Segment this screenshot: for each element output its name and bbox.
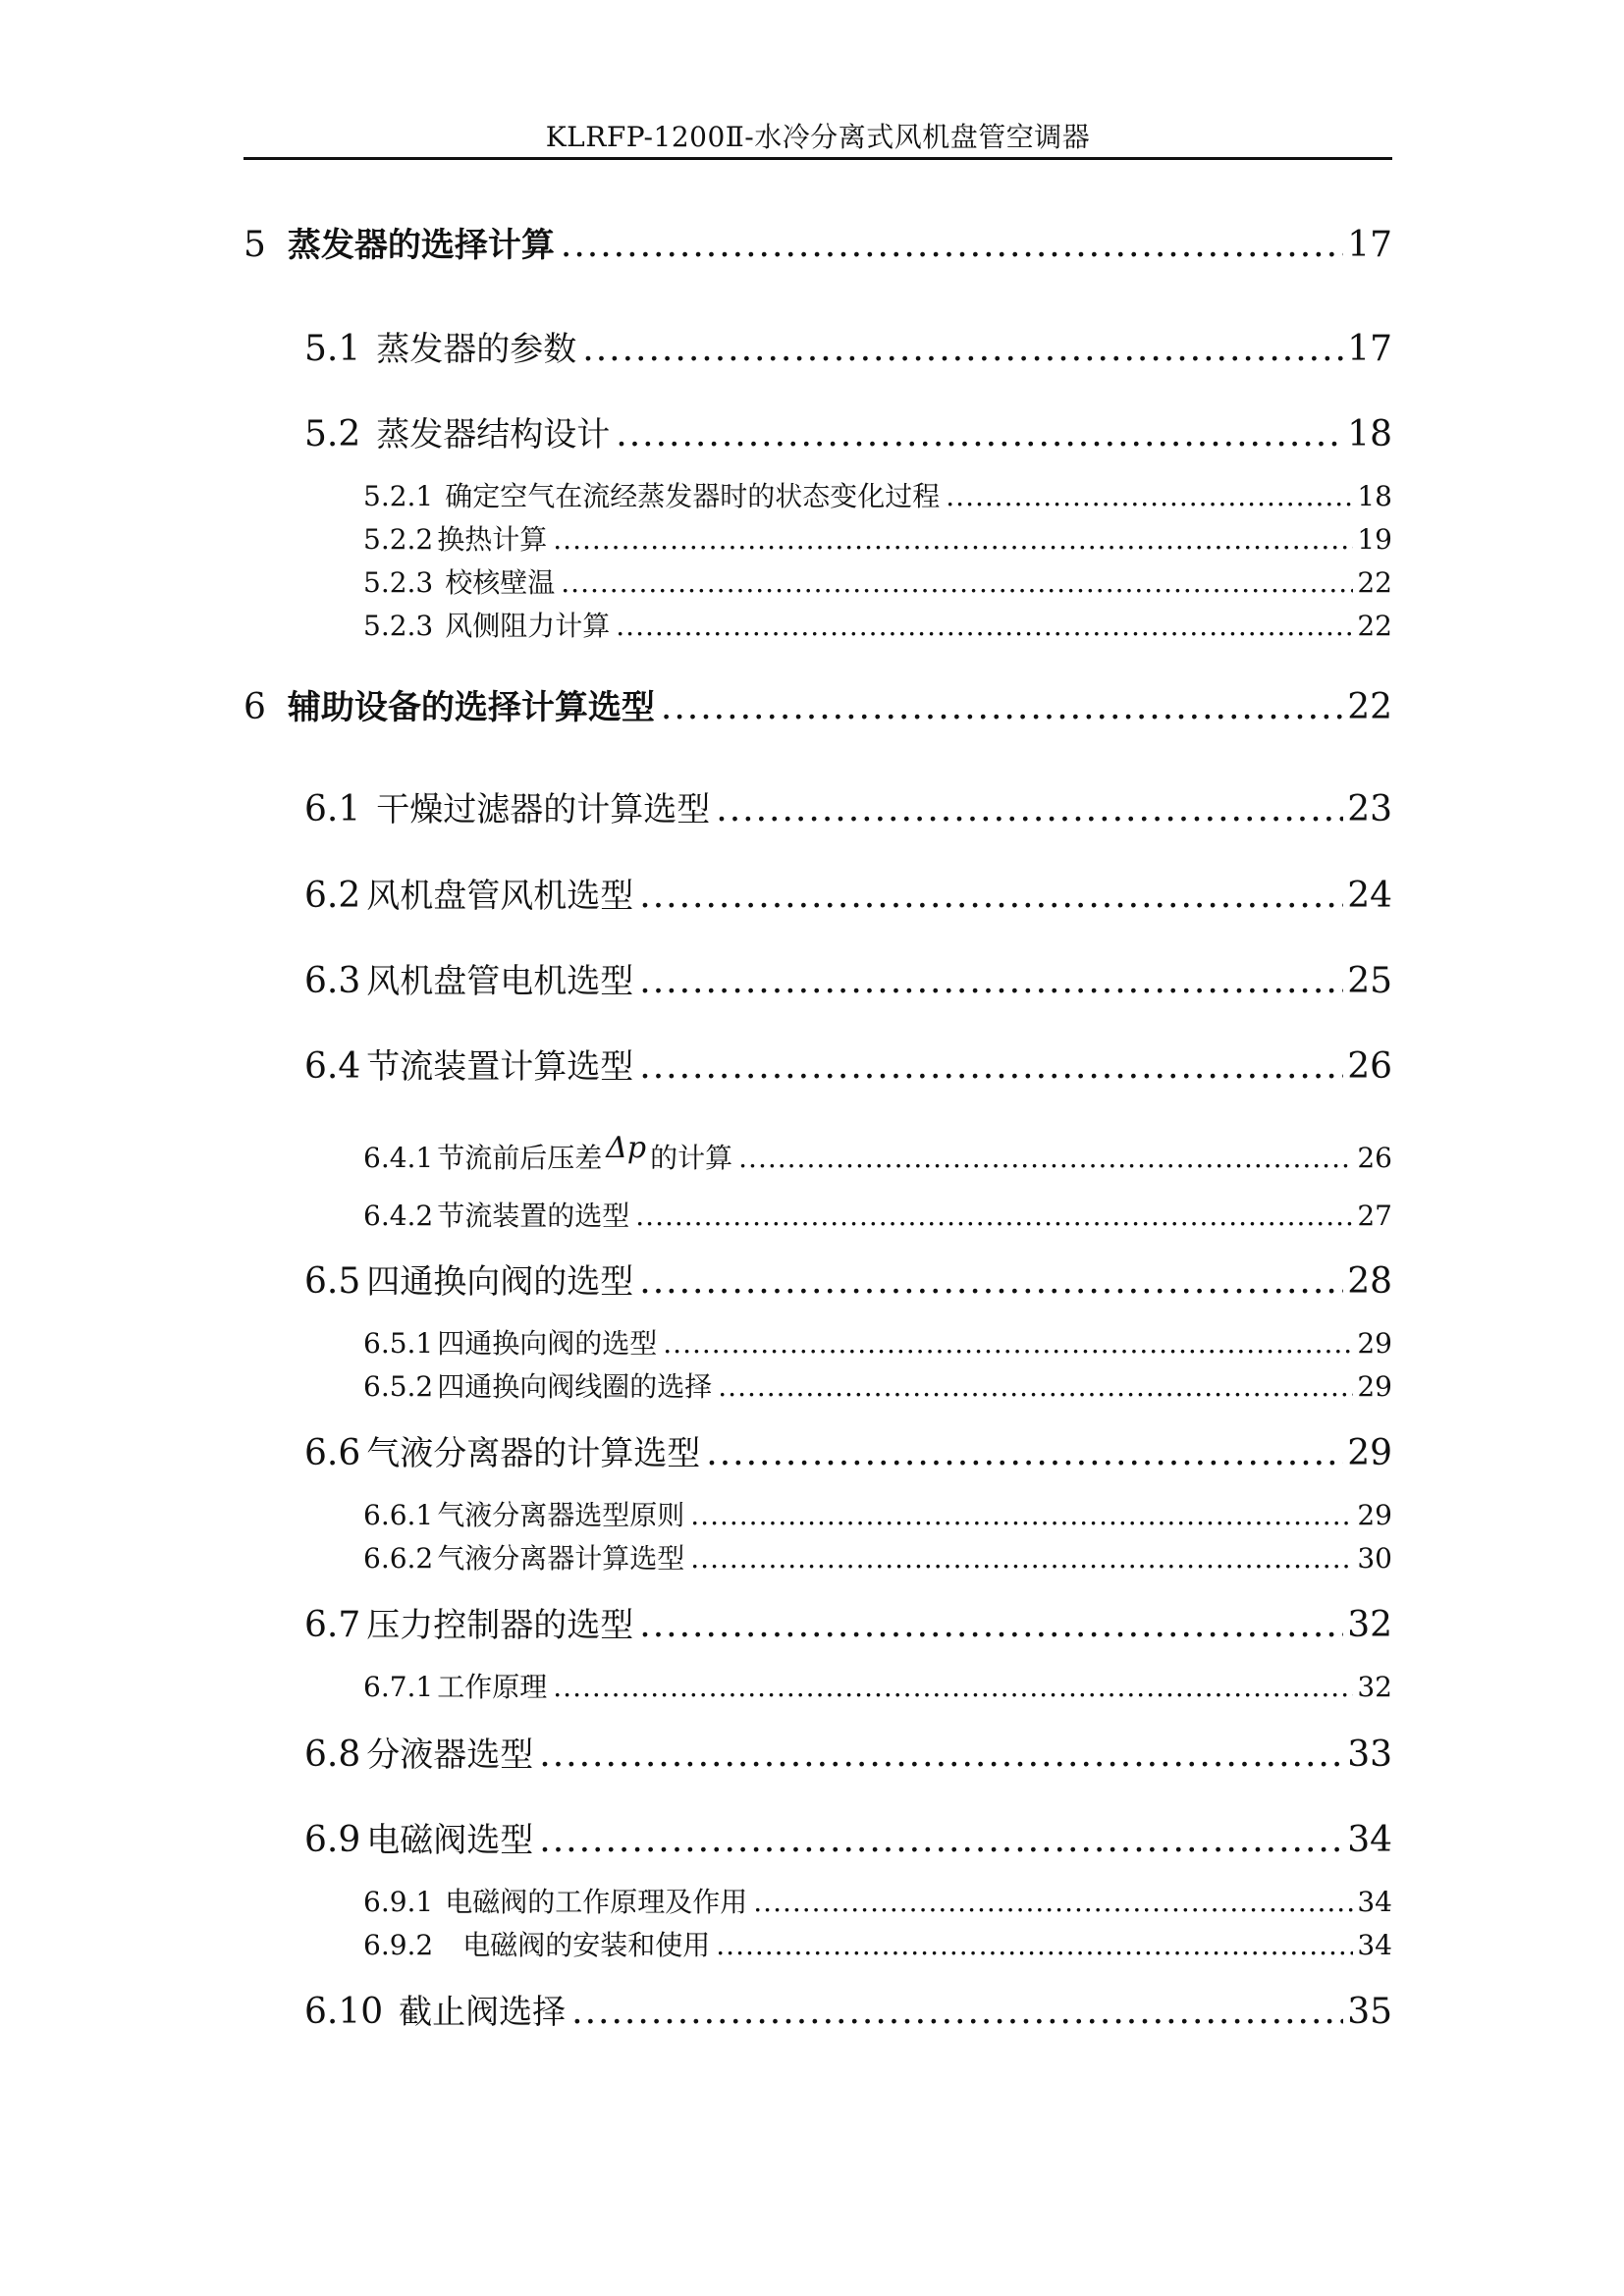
dot-leader [639,1605,1343,1645]
header-rule [244,157,1392,160]
toc-entry-number: 6.7.1 [363,1671,434,1703]
toc-entry-number: 6.8 [304,1735,361,1775]
toc-entry-title: 截止阀选择 [399,1993,567,2032]
toc-entry-page: 24 [1347,876,1392,916]
toc-entry-6-5-1[interactable] [363,1322,1392,1362]
toc-entry-title: 气液分离器的计算选型 [366,1434,701,1473]
toc-entry-number: 5 [244,225,266,265]
dot-leader [539,1735,1343,1775]
toc-entry-number: 5.2.3 [363,610,434,642]
toc-entry-6-8[interactable] [304,1728,1392,1776]
dot-leader [539,1820,1343,1860]
toc-entry-page: 35 [1347,1992,1392,2032]
toc-entry-title: 电磁阀的工作原理及作用 [445,1886,748,1918]
toc-entry-page: 17 [1347,225,1392,265]
toc-entry-title: 换热计算 [437,523,548,556]
toc-entry-page: 17 [1347,329,1392,369]
toc-entry-page: 28 [1347,1261,1392,1302]
toc-entry-6-9-2[interactable] [363,1924,1392,1963]
toc-entry-page: 26 [1357,1142,1392,1174]
dot-leader [690,1499,1353,1531]
toc-entry-5-2[interactable] [304,407,1392,455]
dot-leader [738,1142,1353,1174]
toc-entry-number: 6.9.1 [363,1886,434,1918]
toc-entry-6-1[interactable] [304,782,1392,830]
toc-entry-title: 四通换向阀的选型 [366,1262,634,1302]
toc-entry-6-4-1[interactable] [363,1131,1392,1176]
toc-entry-title: 校核壁温 [445,566,556,599]
toc-entry-title: 风侧阻力计算 [445,610,611,642]
toc-entry-page: 18 [1347,414,1392,454]
dot-leader [690,1542,1353,1575]
toc-entry-6-6-2[interactable] [363,1537,1392,1576]
dot-leader [561,225,1343,265]
toc-entry-title: 气液分离器选型原则 [437,1499,685,1531]
dot-leader [718,1370,1353,1403]
toc-entry-page: 33 [1347,1735,1392,1775]
toc-entry-number: 5.2.3 [363,566,434,599]
toc-entry-title: 电磁阀的安装和使用 [462,1929,711,1961]
toc-entry-6-9[interactable] [304,1813,1392,1861]
toc-entry-title: 风机盘管电机选型 [366,962,634,1001]
toc-entry-number: 6.9.2 [363,1929,434,1961]
toc-entry-6-2[interactable] [304,869,1392,917]
toc-entry-page: 22 [1347,687,1392,727]
toc-entry-number: 5.2.2 [363,523,434,556]
toc-entry-page: 29 [1357,1370,1392,1403]
toc-entry-6-4-2[interactable] [363,1195,1392,1234]
toc-entry-6-10[interactable] [304,1985,1392,2033]
toc-entry-number: 6.4.2 [363,1200,434,1232]
toc-entry-chapter-6[interactable] [244,680,1392,728]
toc-entry-number: 6.6 [304,1433,361,1473]
toc-entry-number: 5.1 [304,329,361,369]
toc-entry-chapter-5[interactable] [244,218,1392,266]
dot-leader [616,610,1353,642]
toc-entry-6-5-2[interactable] [363,1365,1392,1405]
toc-entry-number: 6.10 [304,1992,384,2032]
toc-entry-6-6-1[interactable] [363,1494,1392,1533]
toc-entry-number: 6 [244,687,266,727]
toc-entry-6-7[interactable] [304,1598,1392,1646]
toc-entry-6-6[interactable] [304,1426,1392,1474]
toc-entry-number: 6.5.1 [363,1327,434,1360]
dot-leader [635,1200,1353,1232]
toc-entry-title: 四通换向阀的选型 [437,1327,658,1360]
toc-entry-page: 19 [1357,523,1392,556]
dot-leader [571,1992,1343,2032]
toc-entry-5-1[interactable] [304,322,1392,370]
toc-entry-title: 压力控制器的选型 [366,1606,634,1645]
toc-entry-page: 30 [1357,1542,1392,1575]
dot-leader [639,876,1343,916]
toc-entry-number: 6.5 [304,1261,361,1302]
toc-entry-number: 6.3 [304,961,361,1001]
dot-leader [582,329,1343,369]
toc-entry-number: 5.2 [304,414,361,454]
toc-entry-6-7-1[interactable] [363,1666,1392,1705]
toc-entry-title: 分液器选型 [366,1735,534,1775]
toc-entry-title: 四通换向阀线圈的选择 [437,1370,713,1403]
toc-entry-6-5[interactable] [304,1255,1392,1303]
toc-entry-title: 干燥过滤器的计算选型 [376,790,711,829]
toc-entry-page: 22 [1357,566,1392,599]
toc-entry-number: 6.4.1 [363,1142,434,1174]
toc-entry-title: 节流装置计算选型 [366,1047,634,1087]
toc-entry-page: 34 [1357,1886,1392,1918]
toc-entry-5-2-2[interactable] [363,518,1392,558]
toc-entry-number: 6.6.1 [363,1499,434,1531]
toc-entry-page: 26 [1347,1046,1392,1087]
toc-entry-number: 6.7 [304,1605,361,1645]
toc-entry-title: 确定空气在流经蒸发器时的状态变化过程 [445,480,941,512]
toc-entry-page: 29 [1357,1499,1392,1531]
dot-leader [639,1046,1343,1087]
dot-leader [553,1671,1353,1703]
dot-leader [716,789,1343,829]
toc-entry-title: 蒸发器的参数 [376,330,577,369]
dot-leader [663,1327,1353,1360]
running-header: KLRFP-1200Ⅱ-水冷分离式风机盘管空调器 [545,121,1091,153]
toc-entry-title: 工作原理 [437,1671,548,1703]
toc-entry-6-4[interactable] [304,1040,1392,1088]
toc-entry-title: 节流装置的选型 [437,1200,630,1232]
dot-leader [616,414,1343,454]
toc-entry-number: 5.2.1 [363,480,434,512]
toc-entry-title: 电磁阀选型 [366,1821,534,1860]
toc-entry-title: 蒸发器结构设计 [376,415,611,454]
toc-entry-5-2-3-air-resistance[interactable] [363,605,1392,644]
toc-entry-page: 29 [1347,1433,1392,1473]
dot-leader [946,480,1353,512]
dot-leader [639,961,1343,1001]
toc-entry-title [437,1131,733,1176]
toc-entry-page: 32 [1347,1605,1392,1645]
dot-leader [561,566,1353,599]
dot-leader [716,1929,1353,1961]
toc-entry-page: 23 [1347,789,1392,829]
toc-entry-5-2-3-wall-temp[interactable] [363,561,1392,601]
toc-entry-5-2-1[interactable] [363,475,1392,514]
toc-entry-page: 32 [1357,1671,1392,1703]
dot-leader [661,687,1343,727]
toc-entry-number: 6.5.2 [363,1370,434,1403]
toc-entry-title: 风机盘管风机选型 [366,877,634,916]
dot-leader [553,523,1353,556]
dot-leader [753,1886,1353,1918]
toc-entry-number: 6.6.2 [363,1542,434,1575]
toc-entry-number: 6.1 [304,789,361,829]
toc-entry-6-3[interactable] [304,954,1392,1002]
toc-entry-title-part-b: 的计算 [650,1142,733,1174]
toc-entry-page: 29 [1357,1327,1392,1360]
dot-leader [639,1261,1343,1302]
toc-entry-page: 25 [1347,961,1392,1001]
toc-entry-6-9-1[interactable] [363,1881,1392,1920]
delta-p-symbol: Δp [606,1131,647,1165]
toc-entry-number: 6.4 [304,1046,361,1087]
toc-entry-page: 22 [1357,610,1392,642]
toc-entry-page: 18 [1357,480,1392,512]
toc-entry-title: 蒸发器的选择计算 [287,226,555,265]
dot-leader [706,1433,1343,1473]
toc-entry-number: 6.2 [304,876,361,916]
toc-entry-title: 气液分离器计算选型 [437,1542,685,1575]
toc-entry-title: 辅助设备的选择计算选型 [287,688,655,727]
toc-entry-page: 34 [1357,1929,1392,1961]
toc-entry-title-part-a: 节流前后压差 [437,1142,603,1174]
toc-entry-number: 6.9 [304,1820,361,1860]
toc-entry-page: 27 [1357,1200,1392,1232]
toc-entry-page: 34 [1347,1820,1392,1860]
